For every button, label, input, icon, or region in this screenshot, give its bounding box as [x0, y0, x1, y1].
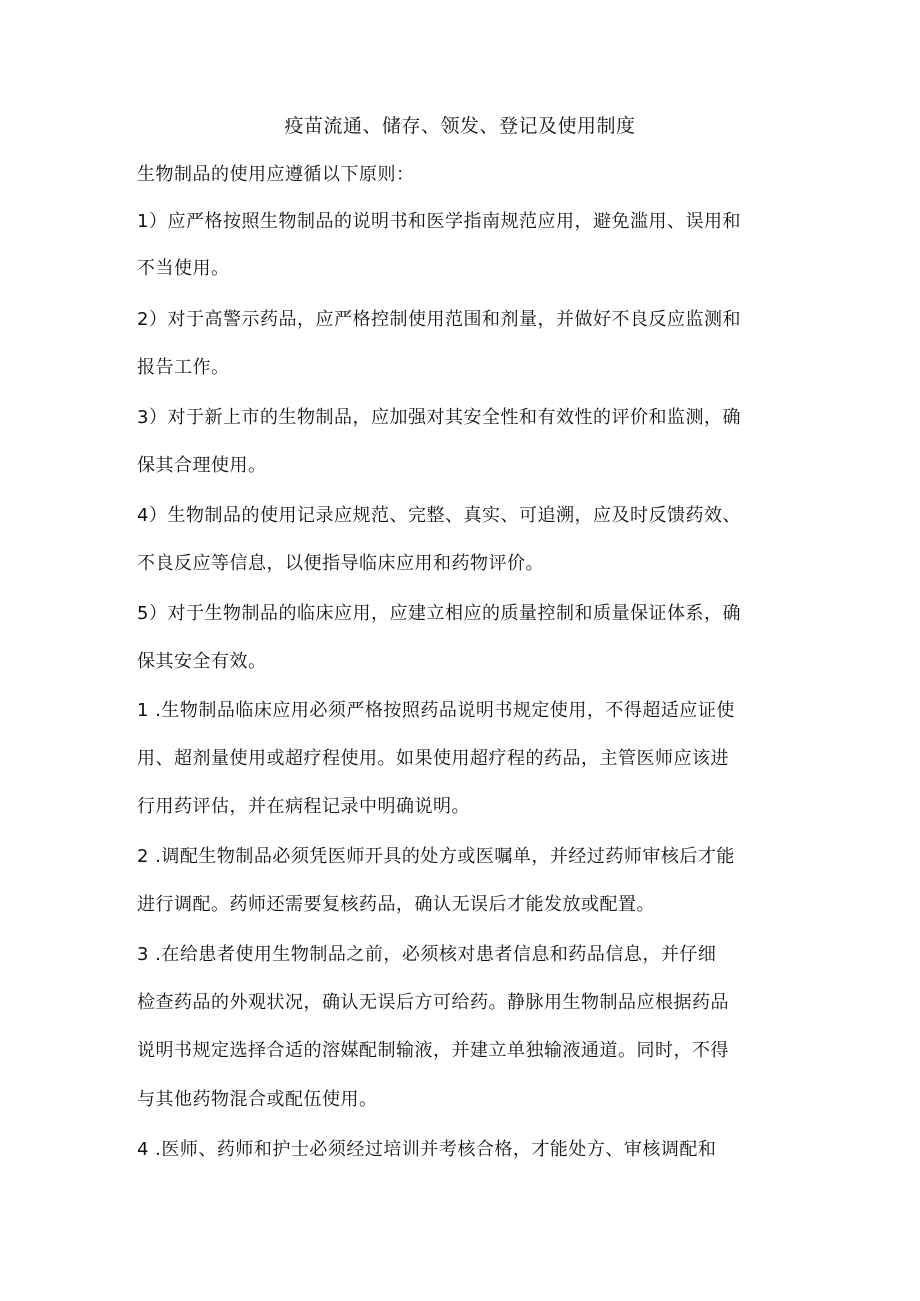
text-line: 4 .医师、药师和护士必须经过培训并考核合格，才能处方、审核调配和	[137, 1139, 717, 1160]
text-line: 保其合理使用。	[137, 455, 267, 476]
text-line: 1 .生物制品临床应用必须严格按照药品说明书规定使用，不得超适应证使	[137, 700, 735, 721]
text-line: 报告工作。	[137, 357, 230, 378]
text-line: 3）对于新上市的生物制品，应加强对其安全性和有效性的评价和监测，确	[137, 407, 741, 428]
text-line: 1）应严格按照生物制品的说明书和医学指南规范应用，避免滥用、误用和	[137, 211, 741, 232]
text-line: 检查药品的外观状况，确认无误后方可给药。静脉用生物制品应根据药品	[137, 992, 729, 1013]
text-line: 保其安全有效。	[137, 651, 267, 672]
text-line: 用、超剂量使用或超疗程使用。如果使用超疗程的药品，主管医师应该进	[137, 748, 729, 769]
text-line: 行用药评估，并在病程记录中明确说明。	[137, 796, 470, 817]
text-line: 不当使用。	[137, 258, 230, 279]
text-line: 说明书规定选择合适的溶媒配制输液，并建立单独输液通道。同时，不得	[137, 1040, 729, 1061]
text-line: 与其他药物混合或配伍使用。	[137, 1089, 378, 1110]
text-line: 5）对于生物制品的临床应用，应建立相应的质量控制和质量保证体系，确	[137, 603, 741, 624]
text-line: 不良反应等信息，以便指导临床应用和药物评价。	[137, 553, 544, 574]
text-line: 进行调配。药师还需要复核药品，确认无误后才能发放或配置。	[137, 894, 655, 915]
text-line: 3 .在给患者使用生物制品之前，必须核对患者信息和药品信息，并仔细	[137, 944, 717, 965]
text-line: 4）生物制品的使用记录应规范、完整、真实、可追溯，应及时反馈药效、	[137, 505, 741, 526]
text-line: 生物制品的使用应遵循以下原则：	[137, 164, 415, 185]
document-title: 疫苗流通、储存、领发、登记及使用制度	[284, 115, 636, 137]
text-line: 2）对于高警示药品，应严格控制使用范围和剂量，并做好不良反应监测和	[137, 309, 741, 330]
text-line: 2 .调配生物制品必须凭医师开具的处方或医嘱单，并经过药师审核后才能	[137, 846, 735, 867]
